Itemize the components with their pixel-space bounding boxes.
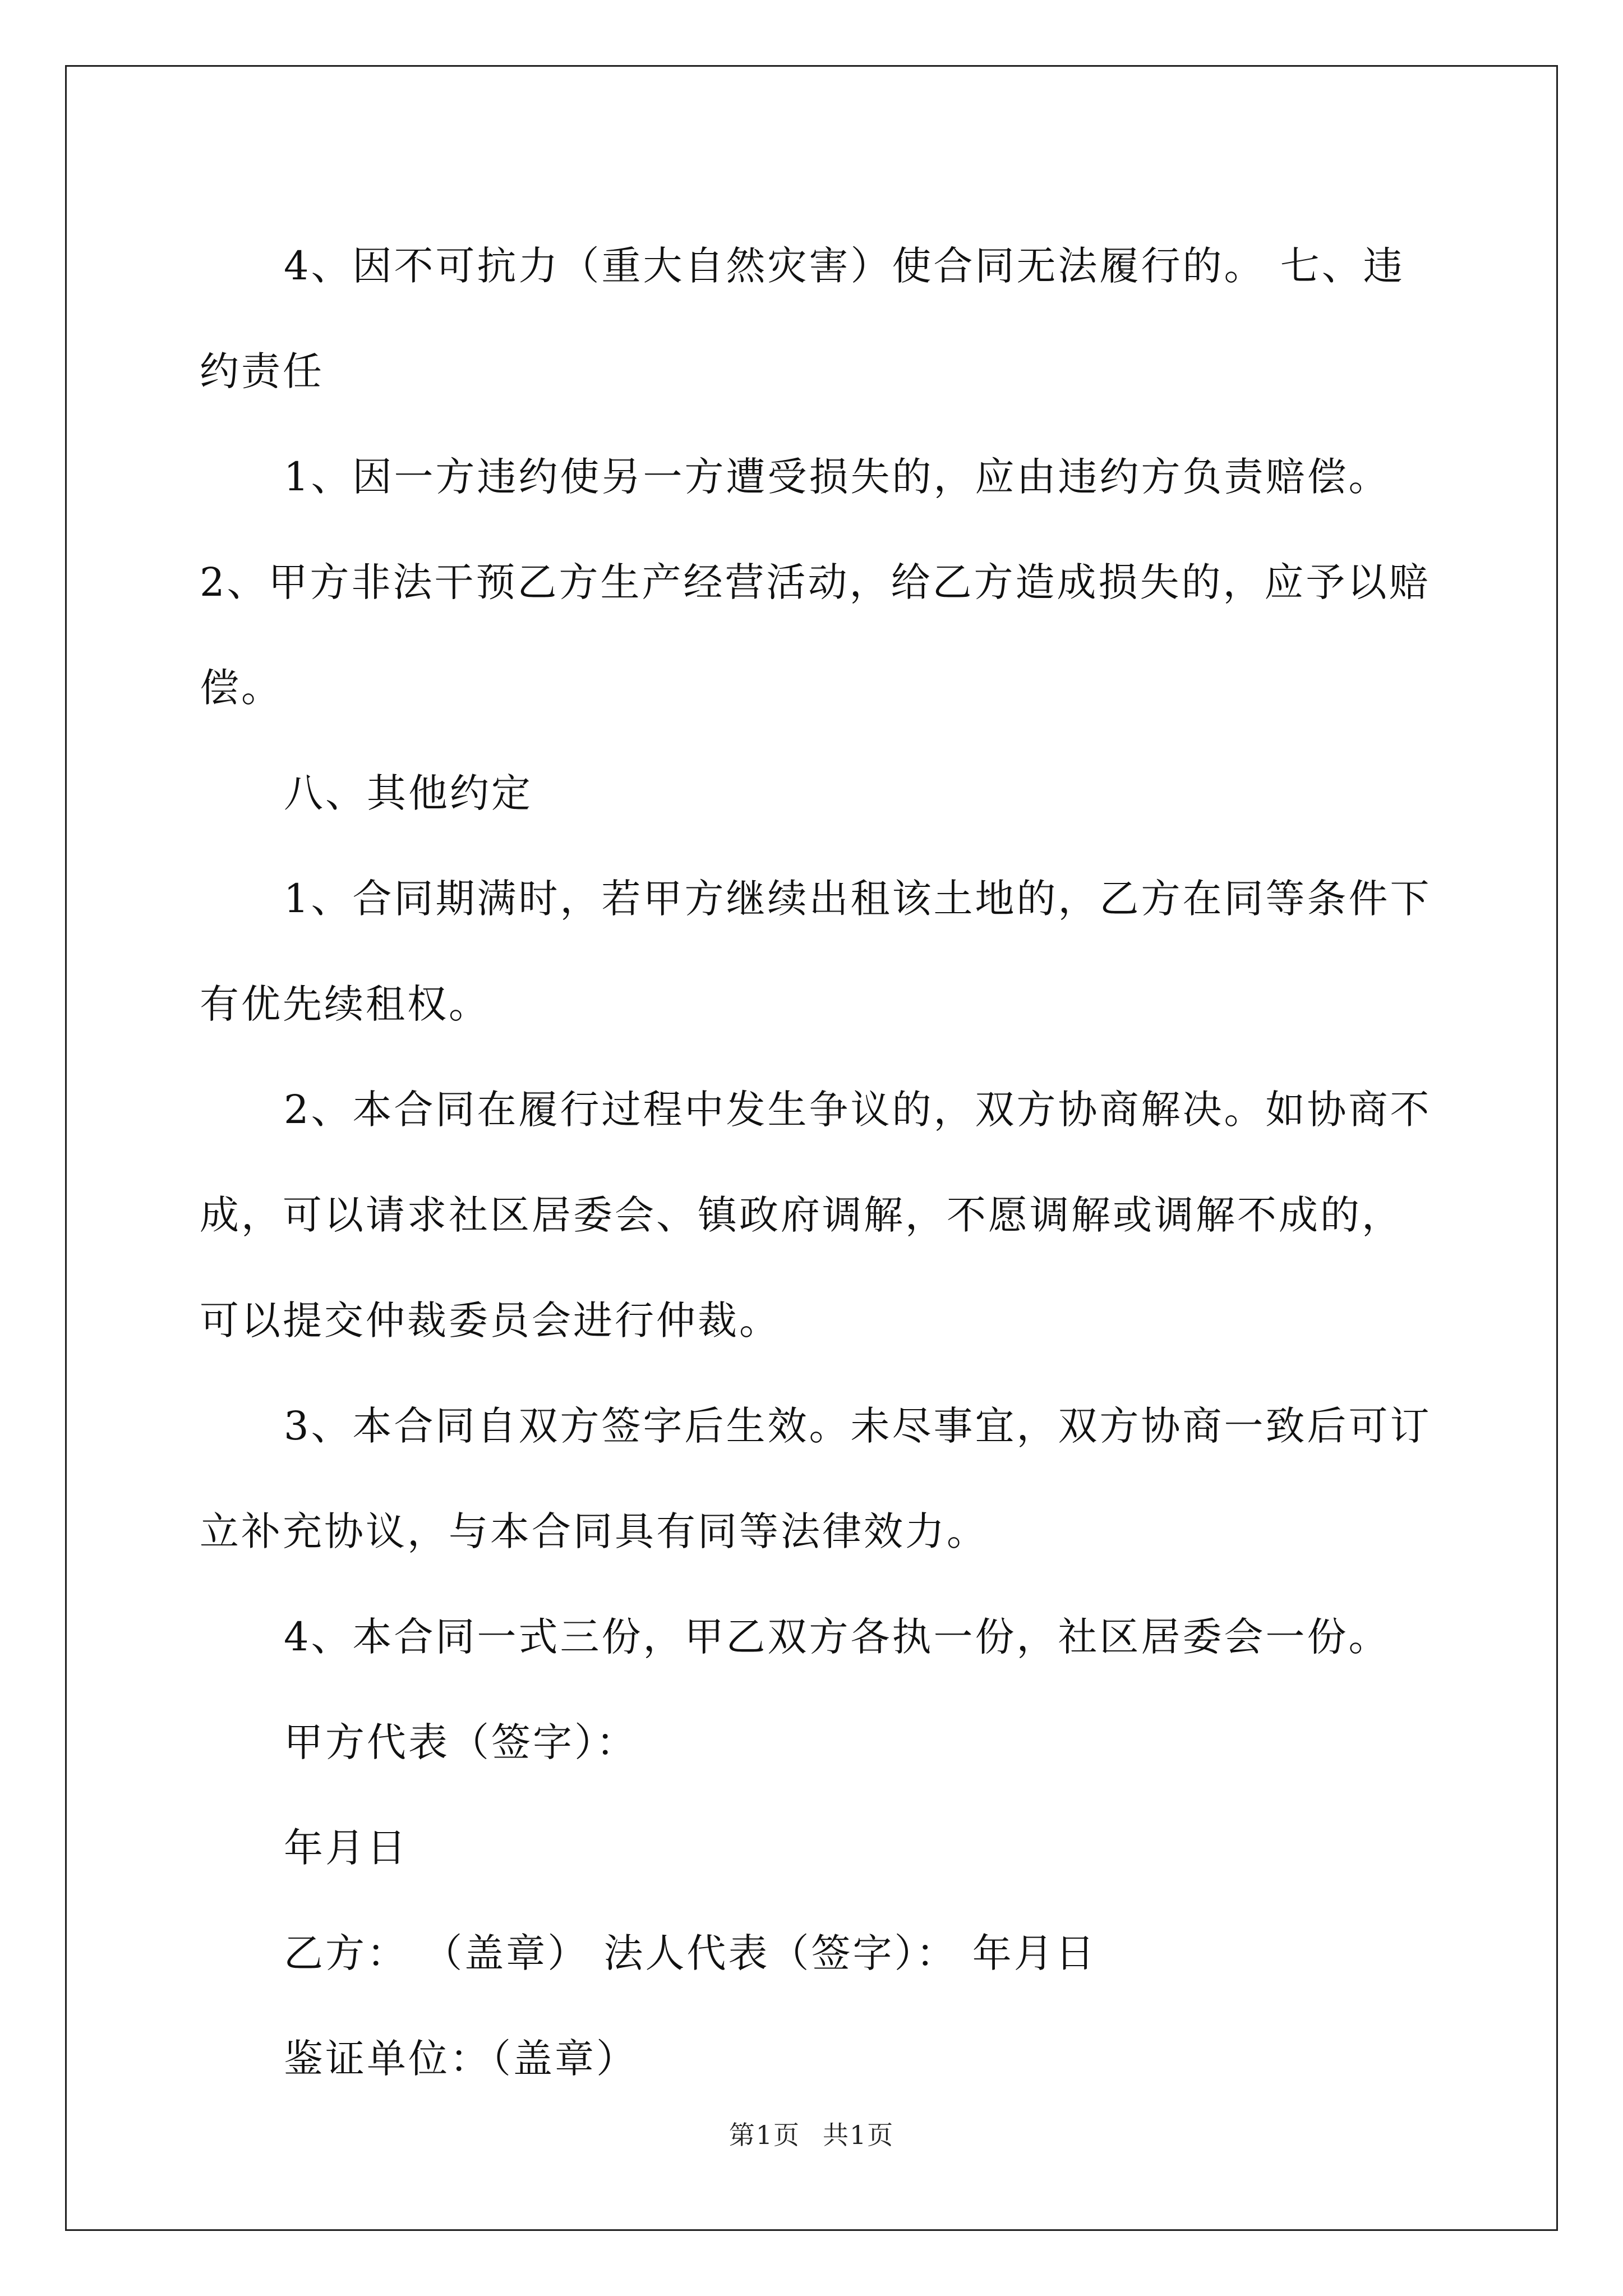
- paragraph-force-majeure: 4、因不可抗力（重大自然灾害）使合同无法履行的。 七、违约责任: [200, 243, 1405, 394]
- paragraph-copies: 4、本合同一式三份，甲乙双方各执一份，社区居委会一份。: [284, 1614, 1390, 1660]
- paragraph-effectiveness: 3、本合同自双方签字后生效。未尽事宜，双方协商一致后可订立补充协议，与本合同具有同等法律效力。: [200, 1403, 1432, 1554]
- paragraph-dispute-resolution: 2、本合同在履行过程中发生争议的，双方协商解决。如协商不成，可以请求社区居委会、镇政府调解，不愿调解或调解不成的，可以提交仲裁委员会进行仲裁。: [200, 1087, 1432, 1343]
- page-footer: [0, 2115, 1623, 2152]
- section-heading-other-terms: 八、其他约定: [284, 770, 533, 816]
- document-body: [200, 213, 1436, 2111]
- paragraph-renewal-priority: 1、合同期满时，若甲方继续出租该土地的，乙方在同等条件下有优先续租权。: [200, 876, 1432, 1027]
- page-number-current: 第1页: [728, 2120, 800, 2150]
- signature-party-b: 乙方： （盖章） 法人代表（签字）： 年月日: [284, 1930, 1097, 1976]
- signature-party-a: 甲方代表（签字）：: [284, 1719, 638, 1765]
- date-party-a: 年月日: [284, 1825, 408, 1871]
- page-number-total: 共1页: [823, 2120, 895, 2150]
- signature-witness-unit: 鉴证单位：（盖章）: [284, 2036, 638, 2082]
- paragraph-breach-liability: 1、因一方违约使另一方遭受损失的，应由违约方负责赔偿。 2、甲方非法干预乙方生产经营活动，给乙方造成损失的，应予以赔偿。: [200, 454, 1431, 711]
